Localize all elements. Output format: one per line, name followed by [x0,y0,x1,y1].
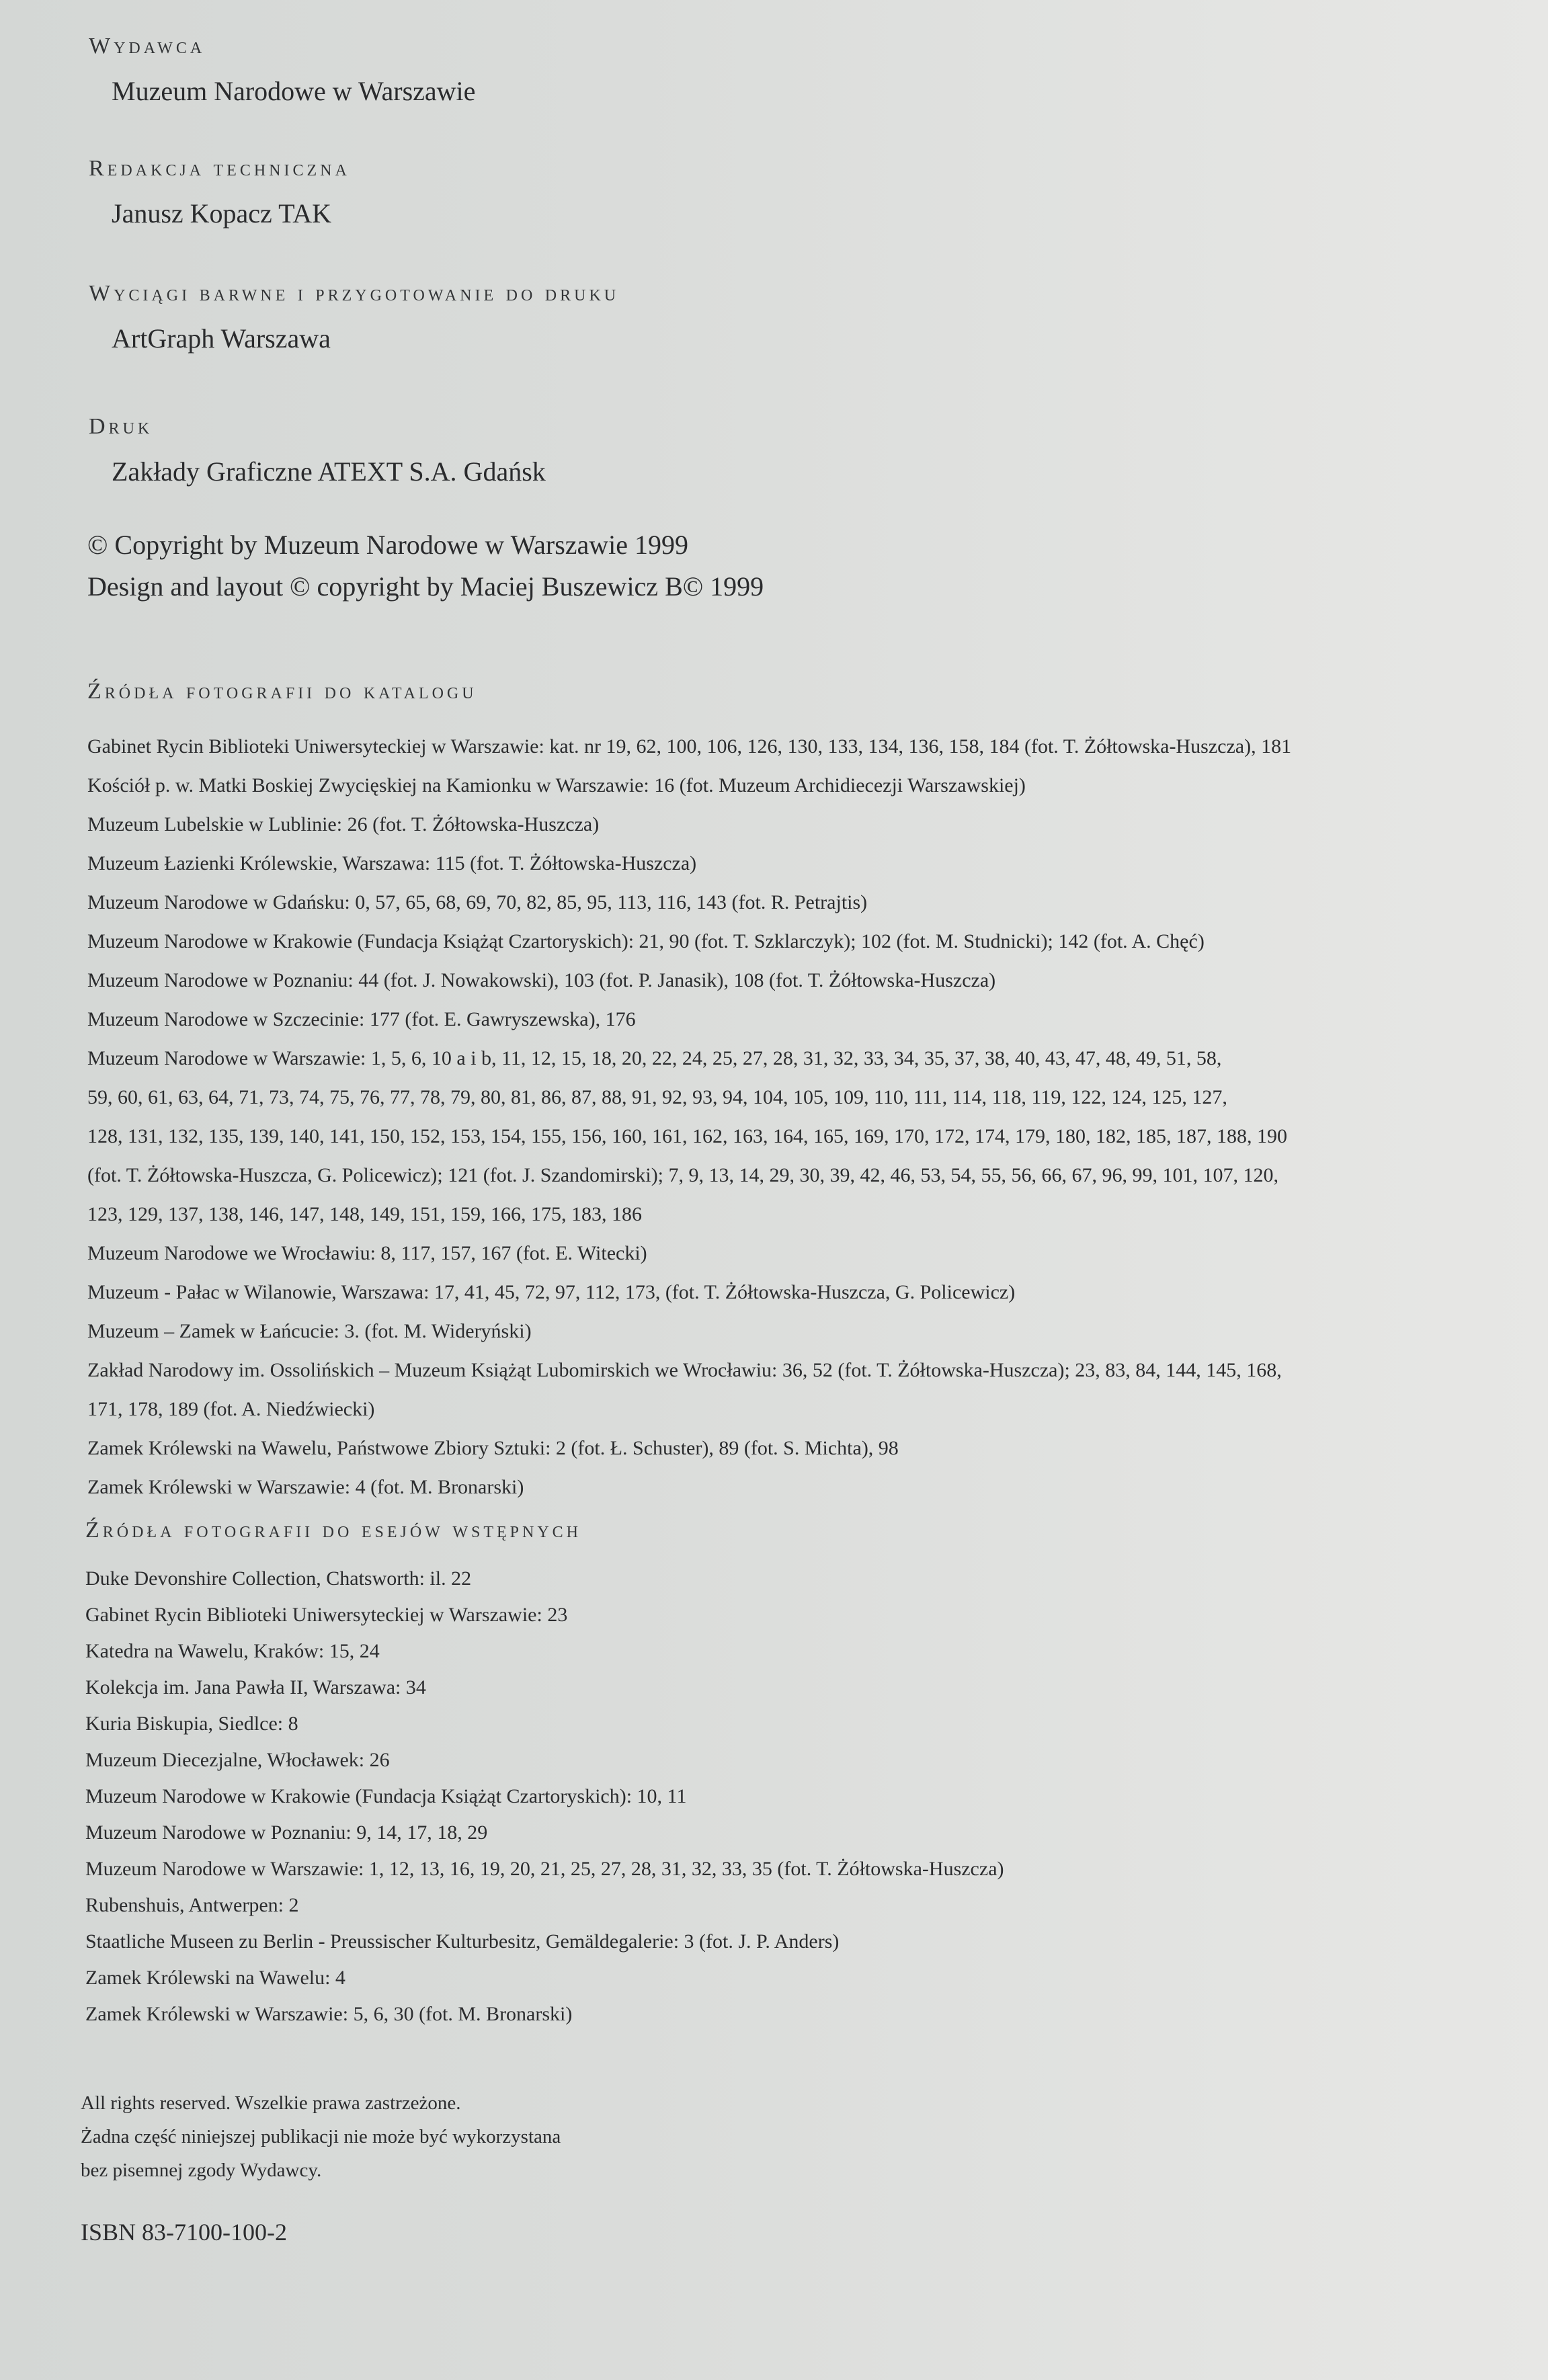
catalog-source-entry: Zamek Królewski na Wawelu, Państwowe Zbiory Sztuki: 2 (fot. Ł. Schuster), 89 (fot. S. Michta), 98 [87,1437,899,1459]
essay-source-entry: Staatliche Museen zu Berlin - Preussischer Kulturbesitz, Gemäldegalerie: 3 (fot. J. P. Anders) [85,1930,840,1953]
technical-editor-section [89,156,350,229]
prepress-heading: Wyciągi barwne i przygotowanie do druku [89,281,620,306]
isbn: ISBN 83-7100-100-2 [81,2219,287,2246]
essay-source-entry: Zamek Królewski na Wawelu: 4 [85,1967,345,1989]
catalog-source-entry: Muzeum – Zamek w Łańcucie: 3. (fot. M. Wideryński) [87,1320,532,1342]
rights-line: All rights reserved. Wszelkie prawa zastrzeżone. [81,2092,461,2114]
essay-source-entry: Muzeum Narodowe w Poznaniu: 9, 14, 17, 18, 29 [85,1821,488,1844]
catalog-source-entry: Muzeum - Pałac w Wilanowie, Warszawa: 17, 41, 45, 72, 97, 112, 173, (fot. T. Żółtowska-Huszcza, G. Policewicz) [87,1281,1016,1303]
catalog-source-entry: 171, 178, 189 (fot. A. Niedźwiecki) [87,1398,375,1420]
catalog-source-entry: 59, 60, 61, 63, 64, 71, 73, 74, 75, 76, 77, 78, 79, 80, 81, 86, 87, 88, 91, 92, 93, 94, 104, 105, 109, 110, 111, 114, 118, 119, 122, 124, 125, 127, [87,1086,1227,1108]
essay-source-entry: Muzeum Narodowe w Warszawie: 1, 12, 13, 16, 19, 20, 21, 25, 27, 28, 31, 32, 33, 35 (fot. T. Żółtowska-Huszcza) [85,1858,1004,1880]
catalog-source-entry: 123, 129, 137, 138, 146, 147, 148, 149, 151, 159, 166, 175, 183, 186 [87,1203,642,1225]
technical-editor-value: Janusz Kopacz TAK [112,198,332,229]
printing-value: Zakłady Graficzne ATEXT S.A. Gdańsk [112,456,546,487]
catalog-source-entry: Muzeum Narodowe w Gdańsku: 0, 57, 65, 68, 69, 70, 82, 85, 95, 113, 116, 143 (fot. R. Petrajtis) [87,891,868,913]
essay-sources-heading: Źródła fotografii do esejów wstępnych [85,1518,582,1543]
catalog-source-entry: Muzeum Narodowe w Szczecinie: 177 (fot. E. Gawryszewska), 176 [87,1008,636,1030]
design-copyright-line: Design and layout © copyright by Maciej Buszewicz B© 1999 [87,571,764,602]
rights-line: bez pisemnej zgody Wydawcy. [81,2160,322,2181]
catalog-source-entry: Zamek Królewski w Warszawie: 4 (fot. M. Bronarski) [87,1476,524,1498]
catalog-source-entry: Gabinet Rycin Biblioteki Uniwersyteckiej w Warszawie: kat. nr 19, 62, 100, 106, 126, 130, 133, 134, 136, 158, 184 (fot. T. Żółtowska-Huszcza), 181 [87,735,1292,757]
technical-editor-heading: Redakcja techniczna [89,156,350,181]
rights-notice [81,2086,561,2187]
catalog-source-entry: Muzeum Łazienki Królewskie, Warszawa: 115 (fot. T. Żółtowska-Huszcza) [87,852,697,874]
catalog-source-entry: Muzeum Narodowe w Poznaniu: 44 (fot. J. Nowakowski), 103 (fot. P. Janasik), 108 (fot. T. Żółtowska-Huszcza) [87,969,996,991]
printing-section [89,414,546,487]
essay-photo-sources [85,1518,1430,2033]
rights-line: Żadna część niniejszej publikacji nie może być wykorzystana [81,2126,561,2147]
prepress-value: ArtGraph Warszawa [112,323,331,354]
essay-source-entry: Kuria Biskupia, Siedlce: 8 [85,1713,298,1735]
catalog-source-entry: Muzeum Narodowe we Wrocławiu: 8, 117, 157, 167 (fot. E. Witecki) [87,1242,647,1264]
essay-source-entry: Duke Devonshire Collection, Chatsworth: il. 22 [85,1567,472,1590]
catalog-source-entry: 128, 131, 132, 135, 139, 140, 141, 150, 152, 153, 154, 155, 156, 160, 161, 162, 163, 164, 165, 169, 170, 172, 174, 179, 180, 182, 185, 187, 188, 190 [87,1125,1287,1147]
catalog-source-entry: Muzeum Narodowe w Warszawie: 1, 5, 6, 10 a i b, 11, 12, 15, 18, 20, 22, 24, 25, 27, 28, 31, 32, 33, 34, 35, 37, 38, 40, 43, 47, 48, 49, 51, 58, [87,1047,1222,1069]
catalog-source-entry: Muzeum Narodowe w Krakowie (Fundacja Książąt Czartoryskich): 21, 90 (fot. T. Szklarczyk); 102 (fot. M. Studnicki); 142 (fot. A. Chęć) [87,930,1205,952]
essay-source-entry: Gabinet Rycin Biblioteki Uniwersyteckiej w Warszawie: 23 [85,1604,568,1626]
copyright-line: © Copyright by Muzeum Narodowe w Warszawie 1999 [87,530,689,560]
catalog-photo-sources [87,679,1533,1507]
essay-source-entry: Rubenshuis, Antwerpen: 2 [85,1894,299,1916]
catalog-source-entry: Zakład Narodowy im. Ossolińskich – Muzeum Książąt Lubomirskich we Wrocławiu: 36, 52 (fot. T. Żółtowska-Huszcza); 23, 83, 84, 144, 145, 168, [87,1359,1282,1381]
essay-source-entry: Katedra na Wawelu, Kraków: 15, 24 [85,1640,380,1662]
printing-heading: Druk [89,414,153,439]
catalog-sources-heading: Źródła fotografii do katalogu [87,679,477,704]
prepress-section [89,281,619,354]
catalog-source-entry: Muzeum Lubelskie w Lublinie: 26 (fot. T. Żółtowska-Huszcza) [87,813,600,835]
essay-source-entry: Muzeum Diecezjalne, Włocławek: 26 [85,1749,390,1771]
essay-source-entry: Muzeum Narodowe w Krakowie (Fundacja Książąt Czartoryskich): 10, 11 [85,1785,687,1807]
essay-source-entry: Kolekcja im. Jana Pawła II, Warszawa: 34 [85,1676,426,1698]
essay-source-entry: Zamek Królewski w Warszawie: 5, 6, 30 (fot. M. Bronarski) [85,2003,573,2025]
publisher-section [89,34,475,107]
publisher-value: Muzeum Narodowe w Warszawie [112,76,476,106]
publisher-heading: Wydawca [89,34,206,58]
catalog-source-entry: (fot. T. Żółtowska-Huszcza, G. Policewicz); 121 (fot. J. Szandomirski); 7, 9, 13, 14, 29, 30, 39, 42, 46, 53, 54, 55, 56, 66, 67, 96, 99, 101, 107, 120, [87,1164,1279,1186]
copyright-block [87,524,764,608]
catalog-source-entry: Kościół p. w. Matki Boskiej Zwycięskiej na Kamionku w Warszawie: 16 (fot. Muzeum Archidiecezji Warszawskiej) [87,774,1026,796]
